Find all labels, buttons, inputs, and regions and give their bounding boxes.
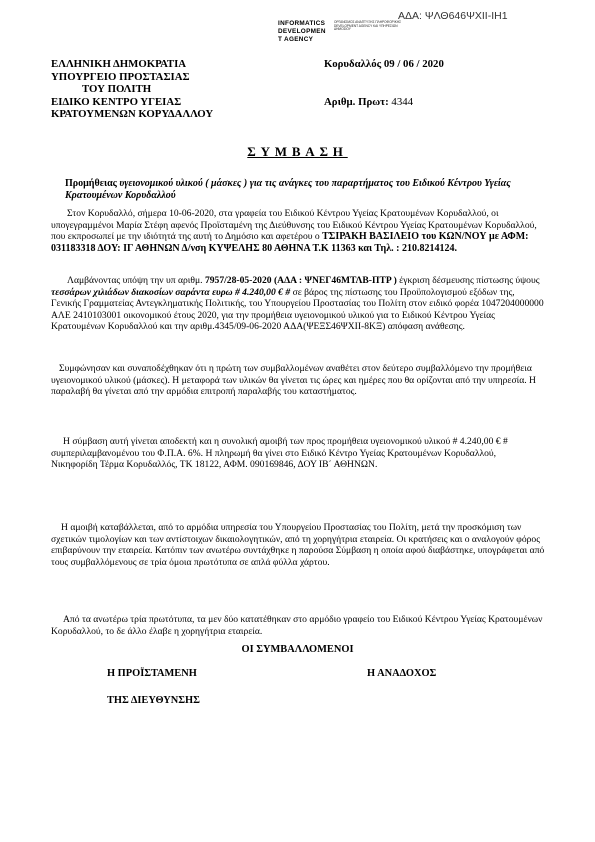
subject-text: υγειονομικού υλικού ( μάσκες ) για τις ανάγκες του παραρτήματος του Ειδικού Κέντρου Υγείας Κρατουμένων Κορυδαλλού: [65, 178, 511, 202]
logo-small-text: ΟΡΓΑΝΙΣΜΟΣ ΑΝΑΠΤΥΞΗΣ ΠΛΗΡΟΦΟΡΙΚΗΣ DEVELOPMENT AGENCY ΚΑΙ ΥΠΗΡΕΣΙΩΝ ΔΗΜΟΣΙΟΥ: [334, 20, 402, 32]
paragraph-approval: [51, 275, 545, 333]
paragraph-parties: [51, 208, 545, 254]
header-line-3: ΤΟΥ ΠΟΛΙΤΗ: [82, 83, 152, 96]
header-left: [51, 58, 213, 121]
logo-word-1: INFORMATICS: [278, 20, 326, 27]
header-line-2: ΥΠΟΥΡΓΕΙΟ ΠΡΟΣΤΑΣΙΑΣ: [51, 70, 190, 83]
signature-left-title: Η ΠΡΟΪΣΤΑΜΕΝΗ: [107, 668, 197, 679]
paragraph-agreement: Συμφώνησαν και συναποδέχθηκαν ότι η πρώτη των συμβαλλομένων αναθέτει στον δεύτερο συμβαλλόμενο την προμήθεια υγειονομικού υλικού (μάσκες). Η μεταφορά των υλικών θα γίνεται τις ώρες και ημέρες που θα ορίζονται από την υπηρεσία. Η παραλαβή θα γίνεται από την αρμόδια επιτροπή παραλαβής του καταστήματος.: [51, 363, 536, 398]
document-date: Κορυδαλλός 09 / 06 / 2020: [324, 58, 444, 70]
logo-word-3: T AGENCY: [278, 36, 314, 43]
protocol-label: Αριθμ. Πρωτ:: [324, 96, 389, 108]
header-line-5: ΚΡΑΤΟΥΜΕΝΩΝ ΚΟΡΥΔΑΛΛΟΥ: [51, 108, 214, 121]
ada-code: ΑΔΑ: ΨΛΘ646ΨΧΙΙ-ΙΗ1: [398, 10, 508, 22]
header-line-1: ΕΛΛΗΝΙΚΗ ΔΗΜΟΚΡΑΤΙΑ: [51, 58, 187, 70]
subject-label: Προμήθειας: [65, 178, 117, 189]
paragraph-payment: Η σύμβαση αυτή γίνεται αποδεκτή και η συνολική αμοιβή των προς προμήθεια υγειονομικού υλικού # 4.240,00 € # συμπεριλαμβανομένου του Φ.Π.Α. 6%. Η πληρωμή θα γίνει στο Ειδικό Κέντρο Υγείας Κρατουμένων Κορυδαλλού, Νικηφορίδη Τέρμα Κορυδαλλός, ΤΚ 18122, ΑΦΜ. 090169846, ΔΟΥ ΙΒ΄ ΑΘΗΝΩΝ.: [51, 436, 508, 471]
approval-intro: Λαμβάνοντας υπόψη την υπ αριθμ.: [67, 275, 203, 286]
informatics-agency-logo: [278, 20, 408, 50]
header-line-4: ΕΙΔΙΚΟ ΚΕΝΤΡΟ ΥΓΕΙΑΣ: [51, 95, 182, 108]
approval-mid: έγκριση δέσμευσης πίστωσης ύψους: [399, 275, 540, 286]
signature-right-title: Η ΑΝΑΔΟΧΟΣ: [367, 668, 437, 679]
signatures-heading: ΟΙ ΣΥΜΒΑΛΛΟΜΕΝΟΙ: [241, 644, 354, 655]
protocol-value: 4344: [391, 96, 414, 108]
protocol-number: [324, 96, 413, 108]
paragraph-originals: Από τα ανωτέρω τρία πρωτότυπα, τα μεν δύο κατατέθηκαν στο αρμόδιο γραφείο του Ειδικού Κέντρου Υγείας Κρατουμένων Κορυδαλλού, το δε άλλο έλαβε η χορηγήτρια εταιρεία.: [51, 614, 543, 637]
signature-left-subtitle: ΤΗΣ ΔΙΕΥΘΥΝΣΗΣ: [107, 695, 200, 706]
parties-text: Στον Κορυδαλλό, σήμερα 10-06-2020, στα γραφεία του Ειδικού Κέντρου Υγείας Κρατουμένων Κορυδαλλού, οι υπογεγραμμένοι Μαρία Στέφη αφενός Προϊσταμένη της Διεύθυνσης του Ειδικού Κέντρου Υγείας Κρατουμένων Κορυδαλλού, που εκπροσωπεί με την ιδιότητά της αυτή το Δημόσιο και αφετέρου ο: [51, 208, 537, 243]
document-title: ΣΥΜΒΑΣΗ: [247, 144, 348, 159]
contractor-details: ΤΣΙΡΑΚΗ ΒΑΣΙΛΕΙΟ του ΚΩΝ/ΝΟΥ με ΑΦΜ: 031183318 ΔΟΥ: ΙΓ ΑΘΗΝΩΝ Δ/νση ΚΥΨΕΛΗΣ 80 ΑΘΗΝΑ Τ.Κ 11363 και Τηλ. : 210.8214124.: [51, 231, 529, 254]
approval-ref: 7957/28-05-2020 (ΑΔΑ : ΨΝΕΓ46ΜΤΛΒ-ΠΤΡ ): [204, 275, 397, 286]
approval-rest: σε βάρος της πίστωσης του Προϋπολογισμού εξόδων της, Γενικής Γραμματείας Αντεγκληματικής Πολιτικής, του Υπουργείου Προστασίας του Πολίτη στον ειδικό φορέα 1047204000000 ΑΛΕ 2410103001 οικονομικού έτους 2020, για την προμήθεια υγειονομικού υλικού για το Ειδικού Κέντρου Υγείας Κρατουμένων Κορυδαλλού και την αριθμ.4345/09-06-2020 ΑΔΑ(ΨΕΞΣ46ΨΧΙΙ-8ΚΞ) απόφαση ανάθεσης.: [51, 286, 544, 333]
approval-amount: τεσσάρων χιλιάδων διακοσίων σαράντα ευρω # 4.240,00 € #: [51, 286, 291, 298]
subject: [51, 178, 545, 203]
logo-word-2: DEVELOPMEN: [278, 28, 326, 35]
paragraph-remuneration: Η αμοιβή καταβάλλεται, από το αρμόδια υπηρεσία του Υπουργείου Προστασίας του Πολίτη, μετά την προσκόμιση των σχετικών τιμολογίων και των αντίστοιχων δικαιολογητικών, από τη χορηγήτρια εταιρεία. Οι κρατήσεις και ο αναλογούν φόρος επιβαρύνουν την εταιρεία. Κατόπιν των ανωτέρω συντάχθηκε η παρούσα Σύμβαση η οποία αφού διαβάστηκε, υπογράφεται από τους συμβαλλόμενους σε τρία όμοια πρωτότυπα σε απλά φύλλα χάρτου.: [51, 522, 545, 568]
